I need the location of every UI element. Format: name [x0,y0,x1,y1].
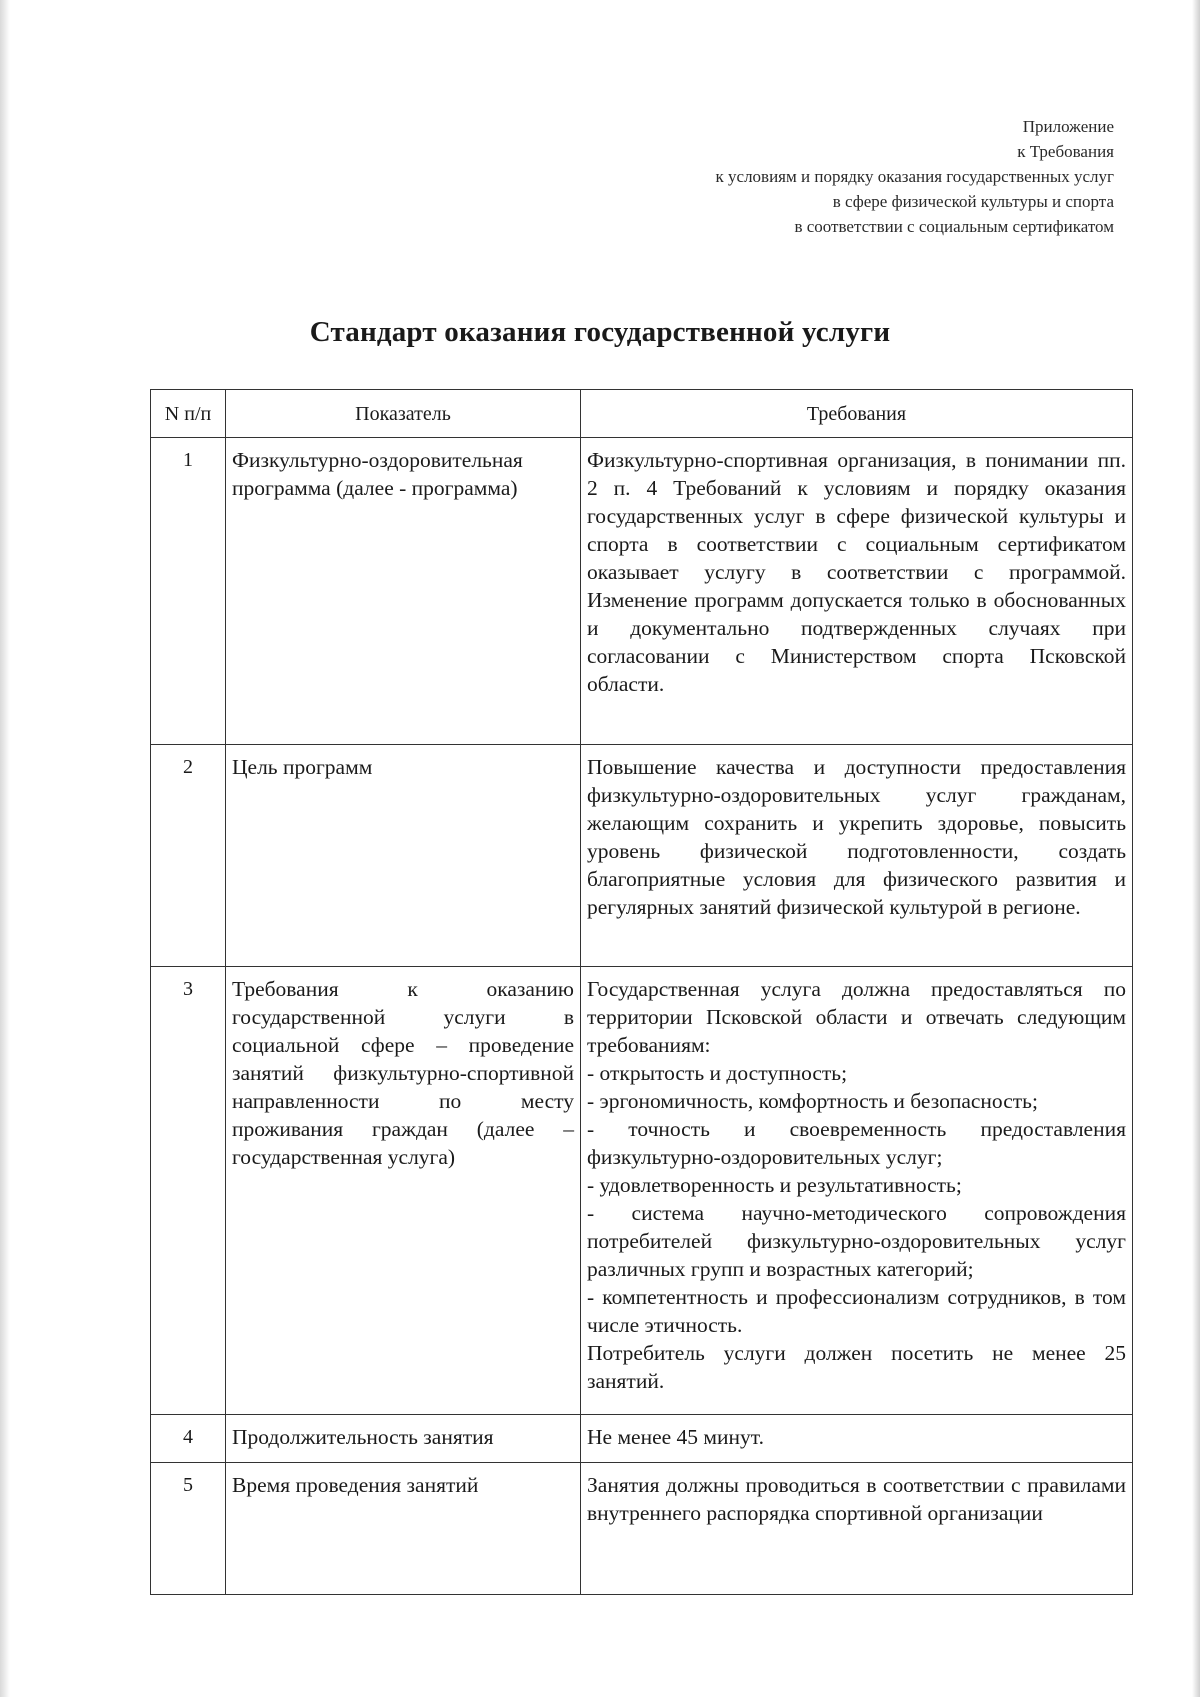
requirement-item: - удовлетворенность и результативность; [587,1173,962,1197]
appendix-line: в соответствии с социальным сертификатом [794,217,1114,236]
row-indicator: Продолжительность занятия [226,1415,581,1463]
table-row [151,967,1133,1415]
header-num: N п/п [151,390,226,438]
header-indicator: Показатель [226,390,581,438]
row-indicator: Время проведения занятий [226,1463,581,1595]
header-requirements: Требования [581,390,1133,438]
table-row [151,1415,1133,1463]
scan-edge-right [1192,0,1200,1697]
scan-edge-left [0,0,10,1697]
table-row [151,438,1133,745]
table-row [151,745,1133,967]
requirement-item: - компетентность и профессионализм сотрудников, в том числе этичность. [587,1285,1126,1337]
row-number: 5 [151,1463,226,1595]
standard-table [150,389,1133,1595]
requirement-text: Не менее 45 минут. [587,1425,764,1449]
row-indicator: Физкультурно-оздоровительная программа (далее - программа) [226,438,581,745]
requirement-item: - открытость и доступность; [587,1061,848,1085]
document-title: Стандарт оказания государственной услуги [309,316,891,348]
row-requirements [581,1415,1133,1463]
requirement-text: Физкультурно-спортивная организация, в понимании пп. 2 п. 4 Требований к условиям и порядку оказания государственных услуг в сфере физической культуры и спорта в соответствии с социальным сертификатом оказывает услугу в соответствии с программой. Изменение программ допускается только в обоснованных и документально подтвержденных случаях при согласовании с Министерством спорта Псковской области. [587,448,1126,696]
row-number: 3 [151,967,226,1415]
requirement-item: - точность и своевременность предоставления физкультурно-оздоровительных услуг; [587,1117,1126,1169]
requirement-text: Занятия должны проводиться в соответствии с правилами внутреннего распорядка спортивной организации [587,1473,1126,1525]
row-requirements [581,967,1133,1415]
row-indicator: Цель программ [226,745,581,967]
appendix-line: к Требования [1017,142,1114,161]
row-number: 4 [151,1415,226,1463]
requirement-item: - система научно-методического сопровождения потребителей физкультурно-оздоровительных услуг различных групп и возрастных категорий; [587,1201,1126,1281]
appendix-line: к условиям и порядку оказания государственных услуг [715,167,1114,186]
appendix-line: в сфере физической культуры и спорта [832,192,1114,211]
requirement-text: Потребитель услуги должен посетить не менее 25 занятий. [587,1341,1126,1393]
requirement-text: Повышение качества и доступности предоставления физкультурно-оздоровительных услуг гражданам, желающим сохранить и укрепить здоровье, повысить уровень физической подготовленности, создать благоприятные условия для физического развития и регулярных занятий физической культурой в регионе. [587,755,1126,919]
requirement-item: - эргономичность, комфортность и безопасность; [587,1089,1038,1113]
row-requirements [581,1463,1133,1595]
appendix-line: Приложение [1022,117,1114,136]
row-number: 2 [151,745,226,967]
appendix-heading [414,114,1114,239]
requirement-text: Государственная услуга должна предоставляться по территории Псковской области и отвечать следующим требованиям: [587,977,1126,1057]
row-number: 1 [151,438,226,745]
row-indicator: Требования к оказанию государственной услуги в социальной сфере – проведение занятий физкультурно-спортивной направленности по месту проживания граждан (далее – государственная услуга) [226,967,581,1415]
table-header-row [151,390,1133,438]
table-row [151,1463,1133,1595]
row-requirements [581,745,1133,967]
row-requirements [581,438,1133,745]
